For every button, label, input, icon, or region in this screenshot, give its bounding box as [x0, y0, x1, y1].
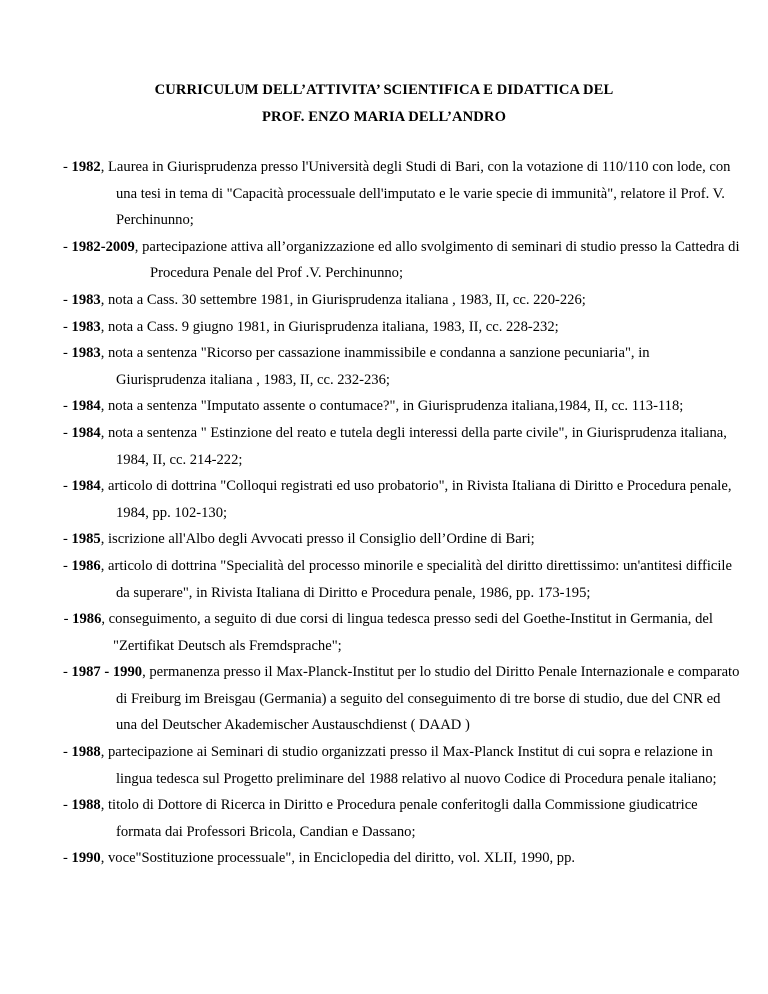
entry-year: 1983 [71, 318, 101, 335]
document-title-line-1: CURRICULUM DELL’ATTIVITA’ SCIENTIFICA E DIDATTICA DEL [154, 82, 614, 98]
entry-year: 1990 [71, 850, 101, 867]
entry-text: , nota a Cass. 9 giugno 1981, in Giurisprudenza italiana, 1983, II, cc. 228-232; [100, 318, 559, 335]
list-item: - 1983, nota a Cass. 9 giugno 1981, in Giurisprudenza italiana, 1983, II, cc. 228-232; [63, 318, 559, 335]
entry-text: , articolo di dottrina "Specialità del processo minorile e specialità del diritto direttissimo: un'antitesi difficile da superare", in Rivista Italiana di Diritto e Procedura penale, 1986, pp. 173-195; [100, 557, 732, 601]
entry-text: , nota a sentenza " Estinzione del reato e tutela degli interessi della parte civile", in Giurisprudenza italiana, 1984, II, cc. 214-222; [100, 424, 727, 468]
list-item: - 1988, titolo di Dottore di Ricerca in Diritto e Procedura penale conferitogli dalla Commissione giudicatrice formata dai Professori Bricola, Candian e Dassano; [63, 797, 698, 840]
entry-year: 1988 [71, 797, 101, 814]
entry-text: , partecipazione ai Seminari di studio organizzati presso il Max-Planck Institut di cui sopra e relazione in lingua tedesca sul Progetto preliminare del 1988 relativo al nuovo Codice di Procedura penale italiano; [100, 744, 717, 787]
list-item: - 1984, articolo di dottrina "Colloqui registrati ed uso probatorio", in Rivista Italiana di Diritto e Procedura penale, 1984, pp. 102-130; [63, 478, 732, 521]
entry-year: 1986 [71, 557, 101, 574]
entry-year: 1984 [71, 478, 101, 495]
entry-text: , nota a sentenza "Ricorso per cassazione inammissibile e condanna a sanzione pecuniaria", in Giurisprudenza italiana , 1983, II, cc. 232-236; [100, 345, 650, 388]
list-item: - 1984, nota a sentenza " Estinzione del reato e tutela degli interessi della parte civile", in Giurisprudenza italiana, 1984, II, cc. 214-222; [63, 424, 727, 468]
entry-year: 1982 [71, 159, 101, 175]
entry-year: 1984 [71, 424, 101, 441]
entry-text: , Laurea in Giurisprudenza presso l'Università degli Studi di Bari, con la votazione di 110/110 con lode, con una tesi in tema di "Capacità processuale dell'imputato e le varie specie di immunità", relatore il Prof. V. Perchinunno; [100, 159, 731, 229]
entry-year: 1986 [72, 611, 102, 628]
list-item: - 1986, articolo di dottrina "Specialità del processo minorile e specialità del diritto direttissimo: un'antitesi difficile da superare", in Rivista Italiana di Diritto e Procedura penale, 1986, pp. 173-195; [63, 557, 732, 601]
entry-text: , nota a Cass. 30 settembre 1981, in Giurisprudenza italiana , 1983, II, cc. 220-226; [100, 291, 586, 308]
entry-year: 1984 [71, 398, 101, 415]
list-item: - 1982-2009, partecipazione attiva all’organizzazione ed allo svolgimento di seminari di studio presso la Cattedra di Procedura Penale del Prof .V. Perchinunno; [63, 238, 740, 282]
entry-text: , voce"Sostituzione processuale", in Enciclopedia del diritto, vol. XLII, 1990, pp. [100, 850, 576, 867]
list-item: - 1984, nota a sentenza "Imputato assente o contumace?", in Giurisprudenza italiana,1984, II, cc. 113-118; [63, 398, 684, 415]
entry-text: , titolo di Dottore di Ricerca in Diritto e Procedura penale conferitogli dalla Commissione giudicatrice formata dai Professori Bricola, Candian e Dassano; [100, 797, 698, 840]
entry-text: , iscrizione all'Albo degli Avvocati presso il Consiglio dell’Ordine di Bari; [100, 531, 535, 548]
entry-year: 1987 - 1990 [71, 664, 143, 681]
entry-year: 1988 [71, 744, 101, 761]
entry-year: 1982-2009 [71, 238, 135, 255]
entry-text: , articolo di dottrina "Colloqui registrati ed uso probatorio", in Rivista Italiana di Diritto e Procedura penale, 1984, pp. 102-130; [100, 478, 732, 521]
list-item: - 1982, Laurea in Giurisprudenza presso l'Università degli Studi di Bari, con la votazione di 110/110 con lode, con una tesi in tema di "Capacità processuale dell'imputato e le varie specie di immunità", relatore il Prof. V. Perchinunno; [63, 159, 731, 229]
list-item: - 1987 - 1990, permanenza presso il Max-Planck-Institut per lo studio del Diritto Penale Internazionale e comparato di Freiburg im Breisgau (Germania) a seguito del conseguimento di tre borse di studio, due del CNR ed una del Deutscher Akademischer Austauschdienst ( DAAD ) [63, 664, 740, 734]
list-item: - 1990, voce"Sostituzione processuale", in Enciclopedia del diritto, vol. XLII, 1990, pp. [63, 850, 576, 867]
list-item: - 1983, nota a Cass. 30 settembre 1981, in Giurisprudenza italiana , 1983, II, cc. 220-226; [63, 291, 586, 308]
list-item: - 1983, nota a sentenza "Ricorso per cassazione inammissibile e condanna a sanzione pecuniaria", in Giurisprudenza italiana , 1983, II, cc. 232-236; [63, 345, 650, 388]
curriculum-list [60, 154, 743, 872]
entry-text: , partecipazione attiva all’organizzazione ed allo svolgimento di seminari di studio presso la Cattedra di Procedura Penale del Prof .V. Perchinunno; [134, 238, 740, 282]
entry-year: 1985 [71, 531, 101, 548]
entry-text: , nota a sentenza "Imputato assente o contumace?", in Giurisprudenza italiana,1984, II, cc. 113-118; [100, 398, 684, 415]
entry-year: 1983 [71, 345, 101, 362]
list-item: - 1988, partecipazione ai Seminari di studio organizzati presso il Max-Planck Institut di cui sopra e relazione in lingua tedesca sul Progetto preliminare del 1988 relativo al nuovo Codice di Procedura penale italiano; [63, 744, 717, 787]
list-item: - 1986, conseguimento, a seguito di due corsi di lingua tedesca presso sedi del Goethe-Institut in Germania, del "Zertifikat Deutsch als Fremdsprache"; [60, 611, 713, 654]
entry-year: 1983 [71, 291, 101, 308]
entry-text: , conseguimento, a seguito di due corsi di lingua tedesca presso sedi del Goethe-Institut in Germania, del "Zertifikat Deutsch als Fremdsprache"; [101, 611, 713, 654]
entry-text: , permanenza presso il Max-Planck-Institut per lo studio del Diritto Penale Internazionale e comparato di Freiburg im Breisgau (Germania) a seguito del conseguimento di tre borse di studio, due del CNR ed una del Deutscher Akademischer Austauschdienst ( DAAD ) [116, 664, 740, 734]
document-title-line-2: PROF. ENZO MARIA DELL’ANDRO [261, 109, 507, 125]
list-item: - 1985, iscrizione all'Albo degli Avvocati presso il Consiglio dell’Ordine di Bari; [63, 531, 535, 548]
